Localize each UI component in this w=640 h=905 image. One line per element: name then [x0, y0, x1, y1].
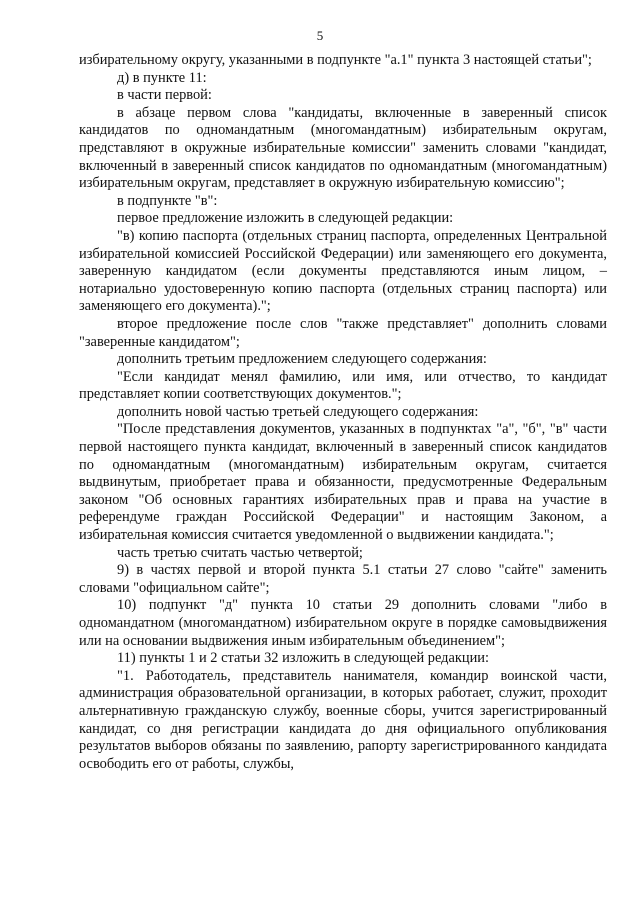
paragraph: избирательному округу, указанными в подпункте "а.1" пункта 3 настоящей статьи"; [79, 52, 592, 68]
paragraph: д) в пункте 11: [117, 69, 207, 86]
paragraph: второе предложение после слов "также представляет" дополнить словами "заверенные кандидатом"; [79, 315, 607, 350]
paragraph: дополнить третьим предложением следующего содержания: [117, 351, 487, 368]
paragraph: первое предложение изложить в следующей редакции: [117, 210, 454, 227]
paragraph: "1. Работодатель, представитель нанимателя, командир воинской части, администрация образовательной организации, в которых работает, служит, проходит альтернативную гражданскую службу, военные сборы, учится зарегистрированный кандидат, со дня регистрации кандидата до дня официального опубликования результатов выборов обязаны по заявлению, рапорту зарегистрированного кандидата освободить его от работы, службы, [79, 667, 607, 772]
paragraph: в подпункте "в": [117, 192, 218, 209]
document-body [79, 52, 607, 773]
paragraph: "После представления документов, указанных в подпунктах "а", "б", "в" части первой настоящего пункта кандидат, включенный в заверенный список кандидатов по одномандатным (многомандатным) избирательным округам, считается выдвинутым, приобретает права и обязанности, предусмотренные Федеральным законом "Об основных гарантиях избирательных прав и права на участие в референдуме граждан Российской Федерации" и настоящим Законом, а избирательная комиссия считается уведомленной о выдвижении кандидата."; [79, 421, 607, 544]
paragraph: "Если кандидат менял фамилию, или имя, или отчество, то кандидат представляет копии соответствующих документов."; [79, 368, 607, 403]
paragraph: в части первой: [117, 87, 212, 104]
paragraph: 11) пункты 1 и 2 статьи 32 изложить в следующей редакции: [117, 650, 489, 667]
paragraph: 9) в частях первой и второй пункта 5.1 статьи 27 слово "сайте" заменить словами "официальном сайте"; [79, 562, 607, 596]
paragraph: часть третью считать частью четвертой; [117, 544, 363, 561]
paragraph: в абзаце первом слова "кандидаты, включенные в заверенный список кандидатов по одномандатным (многомандатным) избирательным округам, представляют в окружные избирательные комиссии" заменить словами "кандидат, включенный в заверенный список кандидатов по одномандатным (многомандатным) избирательным округам, представляет в окружную избирательную комиссию"; [79, 104, 607, 192]
paragraph: дополнить новой частью третьей следующего содержания: [117, 403, 479, 420]
paragraph: "в) копию паспорта (отдельных страниц паспорта, определенных Центральной избирательной комиссией Российской Федерации) или заменяющего его документа, заверенную кандидатом (если документы представляются иным лицом, – нотариально удостоверенную копию паспорта (отдельных страниц паспорта) или заменяющего его документа)."; [79, 227, 607, 315]
page-number: 5 [316, 28, 324, 43]
paragraph: 10) подпункт "д" пункта 10 статьи 29 дополнить словами "либо в одномандатном (многомандатном) избирательном округе в порядке самовыдвижения или на основании выдвижения иным избирательным объединением"; [79, 597, 607, 649]
